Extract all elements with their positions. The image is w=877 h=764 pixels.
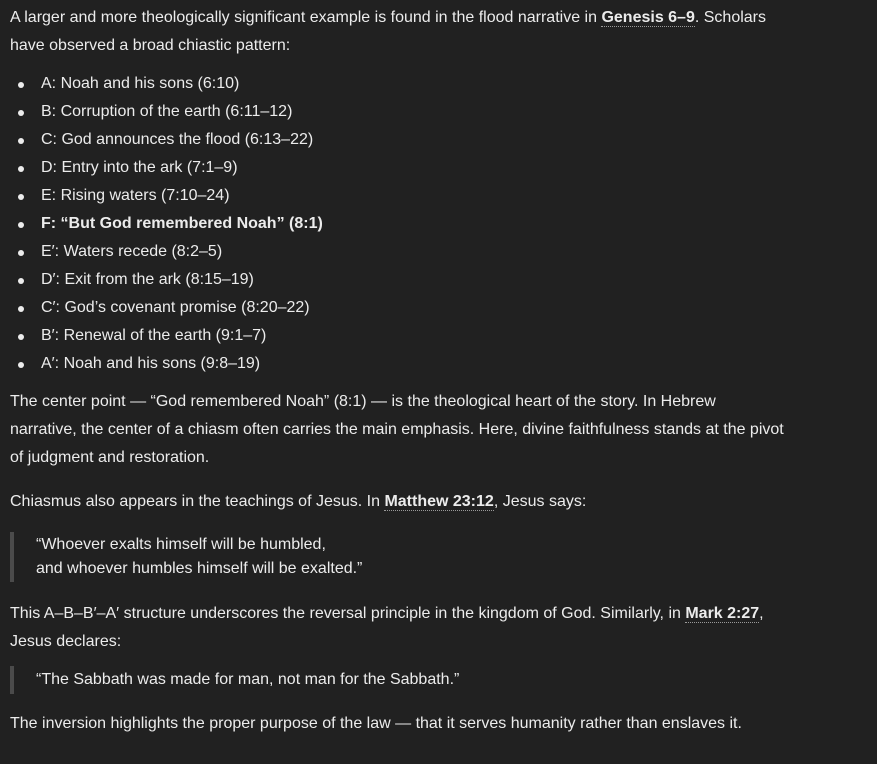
genesis-reference-link[interactable]: Genesis 6–9	[601, 9, 695, 26]
matthew-reference-link[interactable]: Matthew 23:12	[384, 493, 494, 510]
matthew-paragraph	[10, 488, 785, 516]
list-item-center: F: “But God remembered Noah” (8:1)	[41, 210, 785, 238]
matthew-quote-line-2: and whoever humbles himself will be exalted.”	[36, 560, 363, 577]
list-item: A: Noah and his sons (6:10)	[41, 70, 785, 98]
list-item: D: Entry into the ark (7:1–9)	[41, 154, 785, 182]
list-item: B′: Renewal of the earth (9:1–7)	[41, 322, 785, 350]
matthew-text-end: , Jesus says:	[493, 493, 587, 510]
list-item: C′: God’s covenant promise (8:20–22)	[41, 294, 785, 322]
structure-paragraph	[10, 600, 785, 656]
mark-quote-text: “The Sabbath was made for man, not man for the Sabbath.”	[36, 671, 460, 688]
matthew-text: Chiasmus also appears in the teachings of Jesus. In	[10, 493, 385, 510]
list-item: D′: Exit from the ark (8:15–19)	[41, 266, 785, 294]
intro-text: A larger and more theologically significant example is found in the flood narrative in	[10, 9, 602, 26]
final-paragraph: The inversion highlights the proper purpose of the law — that it serves humanity rather than enslaves it.	[10, 715, 742, 732]
list-item: E: Rising waters (7:10–24)	[41, 182, 785, 210]
intro-paragraph	[10, 4, 785, 60]
mark-reference-link[interactable]: Mark 2:27	[685, 605, 760, 622]
list-item: A′: Noah and his sons (9:8–19)	[41, 350, 785, 378]
chiasm-list	[10, 70, 785, 378]
list-item: B: Corruption of the earth (6:11–12)	[41, 98, 785, 126]
matthew-quote-line-1: “Whoever exalts himself will be humbled,	[36, 536, 326, 553]
list-item: E′: Waters recede (8:2–5)	[41, 238, 785, 266]
structure-text: This A–B–B′–A′ structure underscores the reversal principle in the kingdom of God. Similarly, in	[10, 605, 686, 622]
matthew-quote	[10, 532, 785, 582]
intro-text-end: . Scholars have observed a broad chiastic pattern:	[10, 9, 766, 54]
list-item: C: God announces the flood (6:13–22)	[41, 126, 785, 154]
structure-text-end: , Jesus declares:	[10, 605, 764, 650]
mark-quote	[10, 666, 785, 694]
center-point-paragraph: The center point — “God remembered Noah” (8:1) — is the theological heart of the story. In Hebrew narrative, the center of a chiasm often carries the main emphasis. Here, divine faithfulness stands at the pivot of judgment and restoration.	[10, 393, 784, 466]
